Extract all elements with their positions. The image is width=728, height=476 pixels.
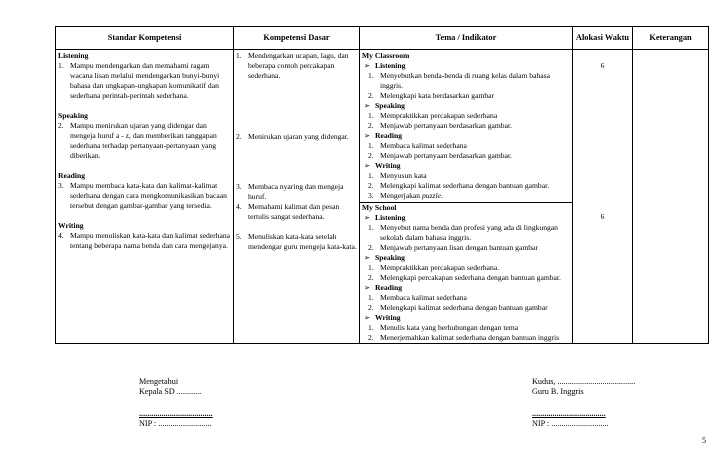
page-number: 5	[702, 436, 706, 445]
table-header-row	[56, 27, 709, 50]
signature-right	[532, 377, 635, 429]
t1-reading: ➢ Reading	[364, 131, 403, 140]
t1-listening-2: 2. Melengkapi kata berdasarkan gambar	[368, 91, 495, 100]
t2-speaking-2: 2. Melengkapi percakapan sederhana dengan bantuan gambar.	[368, 273, 561, 282]
kd-item-2: 2. Menirukan ujaran yang didengar.	[236, 132, 349, 141]
sk-item-2: 2. Mampu menirukan ujaran yang didengar dan mengeja huruf a - z, dan memberikan tanggapan sederhana terhadap pertanyaan-pertanyaan yang diberikan.	[58, 121, 217, 160]
t2-writing-2: 2. Menerjemahkan kalimat sederhana dengan bantuan inggris	[368, 333, 560, 342]
tema-indikator-cell	[360, 50, 573, 344]
alokasi-value-1: 6	[600, 61, 605, 70]
header-alokasi-waktu: Alokasi Waktu	[573, 27, 633, 50]
t1-writing-2: 2. Melengkapi kalimat sederhana dengan bantuan gambar.	[368, 181, 550, 190]
sk-reading-heading: Reading	[58, 171, 86, 180]
sig-left-nip: NIP : ..........................	[139, 419, 212, 428]
kd-item-1: 1. Mendengarkan ucapan, lagu, dan beberapa contoh percakapan sederhana.	[236, 51, 349, 80]
alokasi-waktu-cell	[573, 50, 633, 344]
kompetensi-dasar-cell	[234, 50, 360, 344]
header-tema-indikator: Tema / Indikator	[360, 27, 573, 50]
t2-listening-2: 2. Menjawab pertanyaan lisan dengan bantuan gambar	[368, 243, 538, 252]
table-body-row	[56, 50, 709, 344]
kd-item-4: 4. Memahami kalimat dan pesan tertulis sangat sederhana.	[236, 202, 340, 221]
sk-writing-heading: Writing	[58, 221, 84, 230]
t2-reading-1: 1. Membaca kalimat sederhana	[368, 293, 467, 302]
sig-left-line: ....................................	[139, 409, 213, 418]
sig-right-line: ....................................	[532, 409, 606, 418]
t1-writing-1: 1. Menyusun kata	[368, 171, 427, 180]
kd-item-5: 5. Menuliskan kata-kata setelah mendengar guru mengeja kata-kata.	[236, 232, 357, 251]
tema-my-school: My School	[362, 203, 397, 212]
sig-left-mengetahui: Mengetahui	[139, 377, 179, 386]
sig-right-nip: NIP : ............................	[532, 419, 609, 428]
sig-left-kepala: Kepala SD ............	[139, 387, 202, 396]
standar-kompetensi-cell	[56, 50, 234, 344]
curriculum-table	[55, 26, 709, 344]
t1-reading-1: 1. Membaca kalimat sederhana	[368, 141, 467, 150]
keterangan-cell	[633, 50, 709, 344]
sk-speaking-heading: Speaking	[58, 111, 88, 120]
t1-listening: ➢ Listening	[364, 61, 406, 70]
sig-right-kudus: Kudus, ......................................	[532, 377, 636, 386]
t1-speaking-2: 2. Menjawab pertanyaan berdasarkan gambar.	[368, 121, 512, 130]
alokasi-value-2: 6	[600, 212, 605, 221]
signature-left	[139, 377, 213, 429]
kd-item-3: 3. Membaca nyaring dan mengeja huruf.	[236, 182, 344, 201]
t1-writing-3: 3. Mengerjakan puzzle.	[368, 191, 443, 200]
t2-writing-1: 1. Menulis kata yang berhubungan dengan tema	[368, 323, 519, 332]
t2-listening-1: 1. Menyebut nama benda dan profesi yang ada di lingkungan sekolah dalam bahasa inggris.	[368, 223, 558, 242]
header-kompetensi-dasar: Kompetensi Dasar	[234, 27, 360, 50]
t2-reading: ➢ Reading	[364, 283, 403, 292]
t1-listening-1: 1. Menyebutkan benda-benda di ruang kelas dalam bahasa inggris.	[368, 71, 550, 90]
t2-reading-2: 2. Melengkapi kalimat sederhana dengan bantuan gambar	[368, 303, 548, 312]
t2-listening: ➢ Listening	[364, 213, 406, 222]
sig-right-guru: Guru B. Inggris	[532, 387, 584, 396]
tema-my-classroom: My Classroom	[362, 51, 410, 60]
header-keterangan: Keterangan	[633, 27, 709, 50]
sk-item-4: 4. Mampu menuliskan kata-kata dan kalimat sederhana tentang beberapa nama benda dan cara mengejanya.	[58, 231, 231, 250]
sk-listening-heading: Listening	[58, 51, 89, 60]
t2-speaking: ➢ Speaking	[364, 253, 405, 262]
sk-item-1: 1. Mampu mendengarkan dan memahami ragam wacana lisan melalui mendengarkan bunyi-bunyi bahasa dan ungkapan-ungkapan komunikatif dan sederhana perintah-perintah sederhana.	[58, 61, 220, 100]
t1-reading-2: 2. Menjawab pertanyaan berdasarkan gambar.	[368, 151, 512, 160]
t1-writing: ➢ Writing	[364, 161, 401, 170]
sk-item-3: 3. Mampu membaca kata-kata dan kalimat-kalimat sederhana dengan cara mengkomunikasikan bacaan tersebut dengan gambar-gambar yang tersedia.	[58, 181, 227, 210]
t1-speaking-1: 1. Mempraktikkan percakapan sederhana	[368, 111, 498, 120]
t1-speaking: ➢ Speaking	[364, 101, 405, 110]
header-standar-kompetensi: Standar Kompetensi	[56, 27, 234, 50]
t2-speaking-1: 1. Mempraktikkan percakapan sederhana.	[368, 263, 500, 272]
t2-writing: ➢ Writing	[364, 313, 401, 322]
